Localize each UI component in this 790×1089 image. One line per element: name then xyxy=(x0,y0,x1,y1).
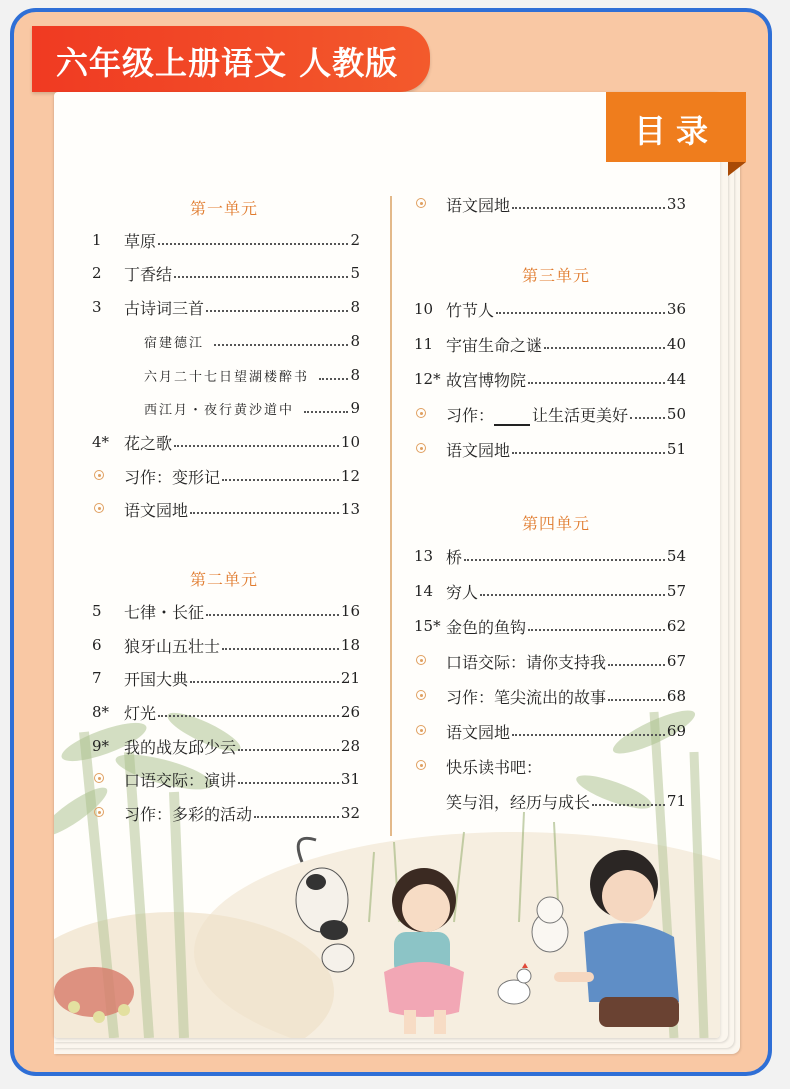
page-number: 5 xyxy=(350,264,360,282)
lesson-number: 7 xyxy=(92,669,102,687)
page-number: 12 xyxy=(340,467,360,485)
activity-bullet-icon xyxy=(414,754,446,778)
lesson-title: 灯光 xyxy=(124,703,157,723)
leader-dots xyxy=(254,816,339,818)
book-title: 六年级上册语文 人教版 xyxy=(56,44,399,82)
lesson-title: 竹节人 xyxy=(446,300,495,320)
toc-entry[interactable] xyxy=(92,261,360,285)
toc-entry[interactable] xyxy=(92,633,360,657)
lesson-title: 口语交际：演讲 xyxy=(124,770,237,790)
leader-dots xyxy=(174,276,348,278)
leader-dots xyxy=(222,479,339,481)
unit-title: 第四单元 xyxy=(522,514,591,533)
leader-dots xyxy=(512,452,665,454)
lesson-title: 桥 xyxy=(446,547,463,567)
activity-bullet-icon xyxy=(414,719,446,743)
lesson-number: 4* xyxy=(92,433,110,451)
toc-entry[interactable] xyxy=(414,297,686,321)
activity-bullet-icon xyxy=(414,437,446,461)
page-number: 71 xyxy=(666,792,686,810)
activity-bullet-icon xyxy=(414,192,446,216)
lesson-number: 15* xyxy=(414,617,441,635)
leader-dots xyxy=(319,378,348,380)
lesson-title: 故宫博物院 xyxy=(446,370,527,390)
fill-in-blank xyxy=(494,408,530,426)
lesson-title: 狼牙山五壮士 xyxy=(124,636,221,656)
page-number: 31 xyxy=(340,770,360,788)
leader-dots xyxy=(512,734,665,736)
poem-title: 西江月・夜行黄沙道中 xyxy=(144,402,295,418)
lesson-title: 语文园地 xyxy=(446,440,511,460)
lesson-title: 宇宙生命之谜 xyxy=(446,335,543,355)
toc-entry[interactable] xyxy=(414,754,686,778)
leader-dots xyxy=(528,382,665,384)
leader-dots xyxy=(206,310,348,312)
activity-bullet-icon xyxy=(414,649,446,673)
toc-entry[interactable] xyxy=(92,734,360,758)
lesson-number: 9* xyxy=(92,737,110,755)
lesson-title: 习作：多彩的活动 xyxy=(124,804,253,824)
page-number: 54 xyxy=(666,547,686,565)
activity-bullet-icon xyxy=(92,767,124,791)
toc-entry[interactable] xyxy=(414,719,686,743)
leader-dots xyxy=(608,699,665,701)
unit-title: 第一单元 xyxy=(190,199,259,218)
page-number: 21 xyxy=(340,669,360,687)
page-number: 40 xyxy=(666,335,686,353)
toc-entry[interactable] xyxy=(92,430,360,454)
toc-entry[interactable] xyxy=(92,228,360,252)
toc-entry[interactable] xyxy=(414,437,686,461)
writing-topic: 让生活更美好 xyxy=(532,405,629,425)
lesson-number: 13 xyxy=(414,547,434,565)
lesson-title: 七律・长征 xyxy=(124,602,205,622)
kitten-icon xyxy=(532,897,568,952)
leader-dots xyxy=(190,681,339,683)
page-number: 28 xyxy=(340,737,360,755)
lesson-number: 5 xyxy=(92,602,102,620)
page-number: 9 xyxy=(350,399,360,417)
title-banner xyxy=(32,26,430,92)
leader-dots xyxy=(238,782,339,784)
toc-entry[interactable] xyxy=(92,599,360,623)
unit-title: 第三单元 xyxy=(522,266,591,285)
page-number: 36 xyxy=(666,300,686,318)
lesson-title: 丁香结 xyxy=(124,264,173,284)
writing-prefix: 习作： xyxy=(446,405,495,425)
lesson-title: 口语交际：请你支持我 xyxy=(446,652,607,672)
leader-dots xyxy=(206,614,339,616)
toc-entry[interactable] xyxy=(414,579,686,603)
poem-title: 六月二十七日望湖楼醉书 xyxy=(144,369,310,385)
lesson-title: 笑与泪，经历与成长 xyxy=(446,792,591,812)
lesson-title: 习作：变形记 xyxy=(124,467,221,487)
lesson-title: 语文园地 xyxy=(446,195,511,215)
lesson-number: 2 xyxy=(92,264,102,282)
page-number: 33 xyxy=(666,195,686,213)
activity-bullet-icon xyxy=(92,464,124,488)
page-number: 69 xyxy=(666,722,686,740)
lesson-number: 12* xyxy=(414,370,441,388)
lesson-title: 开国大典 xyxy=(124,669,189,689)
toc-entry[interactable] xyxy=(92,295,360,319)
page-number: 62 xyxy=(666,617,686,635)
leader-dots xyxy=(190,512,339,514)
leader-dots xyxy=(608,664,665,666)
lesson-title: 我的战友邱少云 xyxy=(124,737,237,757)
leader-dots xyxy=(214,344,348,346)
lesson-title: 语文园地 xyxy=(124,500,189,520)
page-number: 8 xyxy=(350,332,360,350)
toc-entry[interactable] xyxy=(92,767,360,791)
toc-subentry[interactable] xyxy=(144,329,360,353)
lesson-number: 1 xyxy=(92,231,102,249)
leader-dots xyxy=(304,411,348,413)
lesson-title: 古诗词三首 xyxy=(124,298,205,318)
lesson-number: 11 xyxy=(414,335,434,353)
leader-dots xyxy=(464,559,665,561)
leader-dots xyxy=(544,347,665,349)
activity-bullet-icon xyxy=(414,402,446,426)
leader-dots xyxy=(238,749,339,751)
lesson-title: 穷人 xyxy=(446,582,479,602)
leader-dots xyxy=(512,207,665,209)
page-number: 26 xyxy=(340,703,360,721)
activity-bullet-icon xyxy=(414,684,446,708)
toc-entry[interactable] xyxy=(446,789,686,813)
page-number: 18 xyxy=(340,636,360,654)
lesson-title: 快乐读书吧： xyxy=(446,757,543,777)
toc-entry[interactable] xyxy=(414,402,686,426)
lesson-number: 8* xyxy=(92,703,110,721)
activity-bullet-icon xyxy=(92,801,124,825)
lesson-number: 10 xyxy=(414,300,434,318)
leader-dots xyxy=(174,445,339,447)
leader-dots xyxy=(630,417,665,419)
lesson-number: 14 xyxy=(414,582,434,600)
leader-dots xyxy=(158,243,348,245)
leader-dots xyxy=(496,312,665,314)
toc-entry[interactable] xyxy=(414,332,686,356)
column-divider xyxy=(390,196,392,836)
lesson-title: 习作：笔尖流出的故事 xyxy=(446,687,607,707)
page-number: 8 xyxy=(350,298,360,316)
toc-entry[interactable] xyxy=(92,801,360,825)
lesson-title: 花之歌 xyxy=(124,433,173,453)
toc-entry[interactable] xyxy=(414,614,686,638)
leader-dots xyxy=(222,648,339,650)
page-number: 57 xyxy=(666,582,686,600)
page-number: 8 xyxy=(350,366,360,384)
contents-tab xyxy=(606,92,746,162)
toc-entry[interactable] xyxy=(414,367,686,391)
page-number: 50 xyxy=(666,405,686,423)
page-number: 32 xyxy=(340,804,360,822)
toc-subentry[interactable] xyxy=(144,396,360,420)
leader-dots xyxy=(528,629,665,631)
toc-entry[interactable] xyxy=(92,497,360,521)
lesson-title xyxy=(446,403,628,426)
page-number: 51 xyxy=(666,440,686,458)
leader-dots xyxy=(480,594,665,596)
page-number: 13 xyxy=(340,500,360,518)
page-number: 68 xyxy=(666,687,686,705)
toc-entry[interactable] xyxy=(414,649,686,673)
tab-fold xyxy=(728,162,746,176)
lesson-number: 3 xyxy=(92,298,102,316)
poem-title: 宿建德江 xyxy=(144,335,205,351)
toc-entry[interactable] xyxy=(92,464,360,488)
toc-subentry[interactable] xyxy=(144,363,360,387)
toc-entry[interactable] xyxy=(92,666,360,690)
page-number: 16 xyxy=(340,602,360,620)
activity-bullet-icon xyxy=(92,497,124,521)
page-number: 44 xyxy=(666,370,686,388)
toc-entry[interactable] xyxy=(92,700,360,724)
contents-heading: 目录 xyxy=(633,112,718,150)
lesson-number: 6 xyxy=(92,636,102,654)
page-number: 10 xyxy=(340,433,360,451)
page-number: 67 xyxy=(666,652,686,670)
leader-dots xyxy=(592,804,665,806)
lesson-title: 语文园地 xyxy=(446,722,511,742)
toc-entry[interactable] xyxy=(414,544,686,568)
lesson-title: 草原 xyxy=(124,231,157,251)
toc-entry[interactable] xyxy=(414,684,686,708)
toc-entry[interactable] xyxy=(414,192,686,216)
unit-title: 第二单元 xyxy=(190,570,259,589)
leader-dots xyxy=(158,715,339,717)
page-number: 2 xyxy=(350,231,360,249)
lesson-title: 金色的鱼钩 xyxy=(446,617,527,637)
